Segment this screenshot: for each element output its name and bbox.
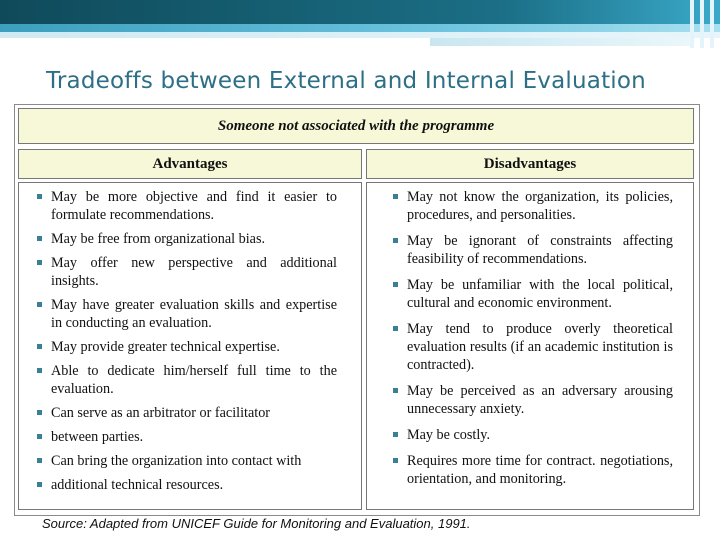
bullet-icon [393, 458, 398, 463]
bullet-icon [393, 326, 398, 331]
top-banner [0, 0, 720, 48]
list-item [37, 254, 337, 290]
list-item [37, 188, 337, 224]
advantages-column [18, 182, 362, 510]
banner-stripe [690, 0, 694, 48]
list-item [37, 404, 337, 422]
list-item [393, 188, 673, 224]
disadvantages-column [366, 182, 694, 510]
list-item-text: Can bring the organization into contact with [51, 453, 302, 469]
list-item [393, 426, 673, 444]
bullet-icon [393, 238, 398, 243]
list-item-text: additional technical resources. [51, 477, 224, 493]
disadvantages-header: Disadvantages [366, 149, 694, 179]
bullet-icon [37, 344, 42, 349]
list-item-text: May have greater evaluation skills and expertise in conducting an evaluation. [51, 297, 337, 331]
source-citation: Source: Adapted from UNICEF Guide for Monitoring and Evaluation, 1991. [42, 516, 471, 531]
list-item-text: May tend to produce overly theoretical evaluation results (if an academic institution is contracted). [407, 321, 673, 373]
banner-stripe [710, 0, 714, 48]
advantages-header: Advantages [18, 149, 362, 179]
disadvantages-list [393, 188, 673, 496]
bullet-icon [37, 236, 42, 241]
bullet-icon [393, 194, 398, 199]
list-item-text: May provide greater technical expertise. [51, 339, 280, 355]
bullet-icon [393, 432, 398, 437]
bullet-icon [37, 302, 42, 307]
bullet-icon [37, 458, 42, 463]
list-item-text: May be ignorant of constraints affecting feasibility of recommendations. [407, 233, 673, 267]
list-item [37, 362, 337, 398]
banner-accent-bar [430, 38, 690, 46]
list-item-text: Requires more time for contract. negotiations, orientation, and monitoring. [407, 453, 673, 487]
bullet-icon [37, 410, 42, 415]
list-item [37, 428, 337, 446]
bullet-icon [37, 434, 42, 439]
list-item-text: May be costly. [407, 427, 491, 443]
banner-dark-band [0, 0, 720, 24]
list-item [37, 476, 337, 494]
slide-title: Tradeoffs between External and Internal Evaluation [46, 68, 646, 94]
list-item-text: between parties. [51, 429, 144, 445]
list-item-text: May be unfamiliar with the local political, cultural and economic environment. [407, 277, 673, 311]
banner-mid-band [0, 24, 720, 32]
list-item [393, 232, 673, 268]
list-item [393, 320, 673, 374]
bullet-icon [37, 368, 42, 373]
list-item [37, 230, 337, 248]
list-item [37, 338, 337, 356]
list-item [37, 452, 337, 470]
table-header: Someone not associated with the programme [18, 108, 694, 144]
list-item [393, 382, 673, 418]
list-item [37, 296, 337, 332]
advantages-list [37, 188, 337, 500]
bullet-icon [393, 388, 398, 393]
bullet-icon [37, 194, 42, 199]
list-item-text: May be free from organizational bias. [51, 231, 266, 247]
banner-stripe [700, 0, 704, 48]
bullet-icon [37, 482, 42, 487]
list-item-text: Able to dedicate him/herself full time to the evaluation. [51, 363, 337, 397]
list-item-text: May be more objective and find it easier to formulate recommendations. [51, 189, 337, 223]
list-item [393, 276, 673, 312]
list-item [393, 452, 673, 488]
list-item-text: May not know the organization, its policies, procedures, and personalities. [407, 189, 673, 223]
bullet-icon [37, 260, 42, 265]
comparison-table [14, 104, 700, 516]
bullet-icon [393, 282, 398, 287]
list-item-text: May offer new perspective and additional insights. [51, 255, 337, 289]
list-item-text: May be perceived as an adversary arousing unnecessary anxiety. [407, 383, 673, 417]
list-item-text: Can serve as an arbitrator or facilitator [51, 405, 271, 421]
